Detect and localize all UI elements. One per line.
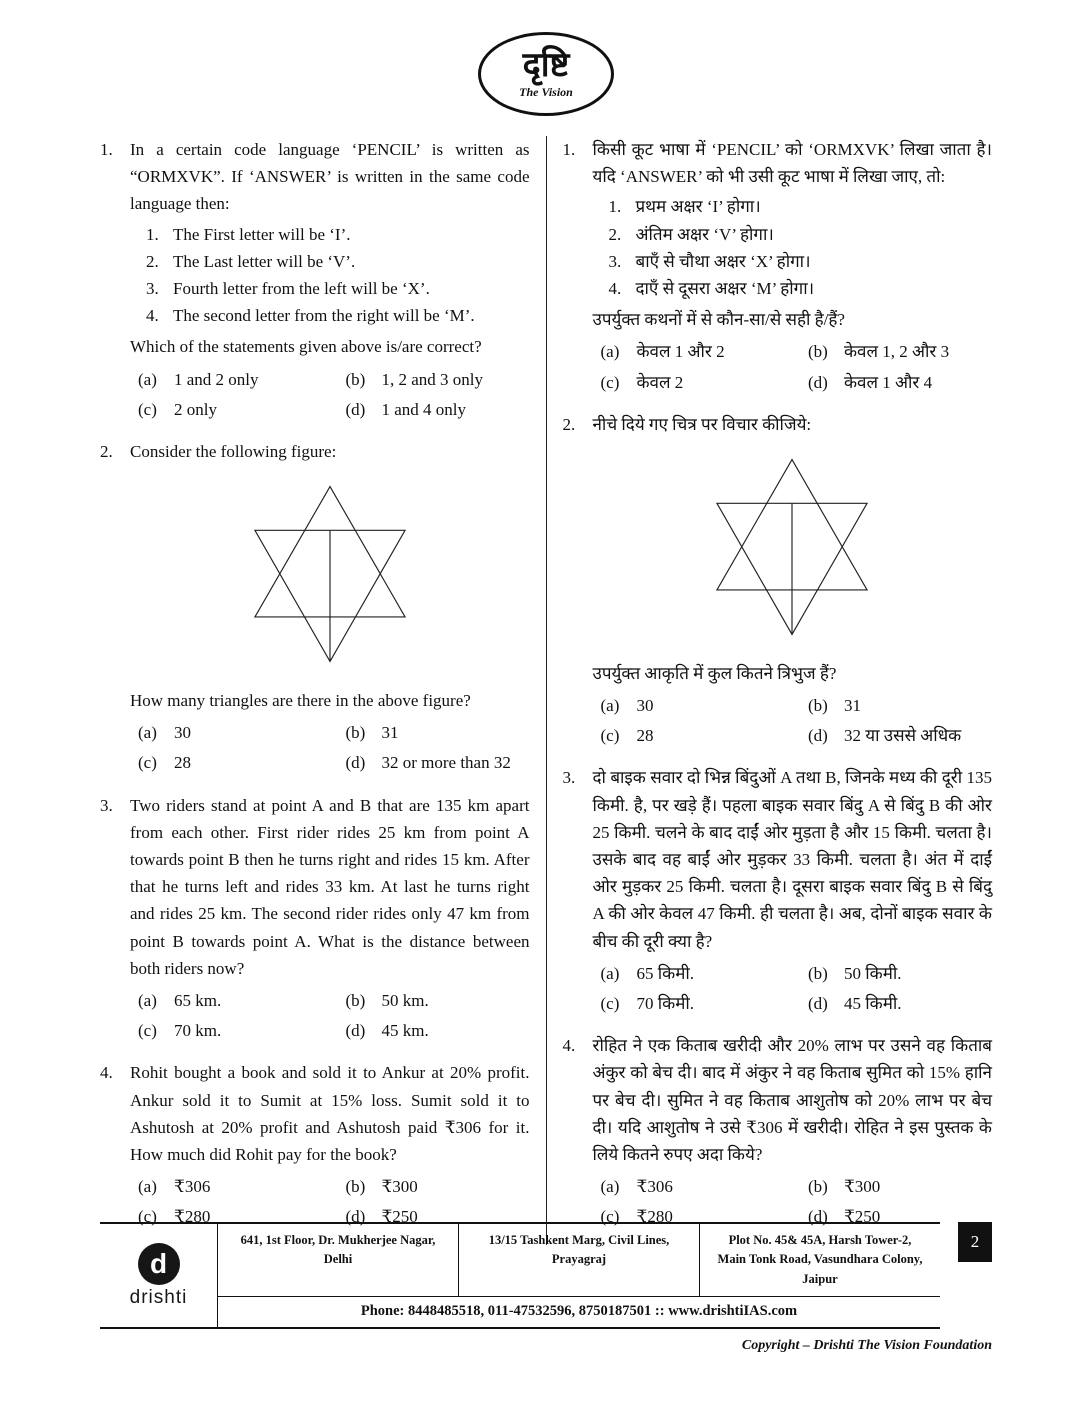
- statement-text: दाएँ से दूसरा अक्षर ‘M’ होगा।: [635, 278, 815, 298]
- address-line: Prayagraj: [551, 1252, 607, 1267]
- option-row: [138, 719, 530, 749]
- statement-3: [609, 248, 993, 275]
- option-row: [601, 369, 993, 399]
- option-row: [601, 338, 993, 368]
- option-text: 45 किमी.: [843, 993, 902, 1013]
- option-label: (c): [138, 399, 157, 419]
- option-text: 28: [636, 726, 654, 746]
- question-text: Consider the following figure:: [130, 441, 337, 461]
- option-group: [138, 366, 530, 426]
- two-column-layout: [100, 136, 992, 1245]
- address-line: 641, 1st Floor, Dr. Mukherjee Nagar,: [240, 1232, 436, 1247]
- option-text: 70 किमी.: [636, 993, 695, 1013]
- drishti-footer-logo: [100, 1224, 218, 1327]
- option-group: [138, 719, 530, 779]
- option-text: केवल 1 और 4: [843, 372, 933, 392]
- option-text: 1 and 2 only: [174, 369, 259, 389]
- option-row: [601, 990, 993, 1020]
- question-ask: Which of the statements given above is/are correct?: [130, 337, 482, 357]
- statement-2: [146, 248, 530, 275]
- option-text: 65 किमी.: [636, 963, 695, 983]
- option-row: [138, 366, 530, 396]
- statement-3: [146, 275, 530, 302]
- option-label: (c): [600, 372, 620, 392]
- option-a: [138, 1173, 345, 1200]
- question-number: 4.: [562, 1036, 576, 1056]
- address-line: 13/15 Tashkent Marg, Civil Lines,: [488, 1232, 670, 1247]
- option-label: (b): [807, 696, 828, 716]
- option-row: [601, 692, 993, 722]
- statement-list: [609, 193, 993, 302]
- option-text: 28: [174, 753, 191, 773]
- option-text: 70 km.: [174, 1021, 222, 1041]
- option-b: [808, 1173, 992, 1200]
- option-label: (c): [600, 993, 620, 1013]
- statement-number: 4.: [146, 306, 159, 326]
- footer-address-box: [100, 1222, 940, 1329]
- question-hi-4: [563, 1032, 993, 1233]
- option-label: (b): [807, 342, 828, 362]
- option-a: [138, 719, 345, 746]
- question-ask: उपर्युक्त कथनों में से कौन-सा/से सही है/हैं?: [592, 310, 845, 330]
- statement-1: [609, 193, 993, 220]
- option-c: [138, 396, 345, 423]
- option-label: (c): [138, 1207, 157, 1227]
- option-d: [808, 369, 992, 396]
- drishti-brand-name: drishti: [129, 1287, 188, 1309]
- statement-text: The First letter will be ‘I’.: [173, 224, 351, 244]
- question-en-3: [100, 792, 530, 1048]
- option-group: [601, 692, 993, 752]
- option-text: ₹300: [843, 1177, 881, 1197]
- question-body: [130, 1059, 530, 1233]
- question-body: [593, 1032, 993, 1233]
- drishti-vision-logo: [478, 32, 614, 116]
- option-row: [138, 1173, 530, 1203]
- question-text: किसी कूट भाषा में ‘PENCIL’ को ‘ORMXVK’ लिखा जाता है। यदि ‘ANSWER’ को भी उसी कूट भाषा में लिखा जाए, तो:: [592, 140, 992, 187]
- statement-text: The Last letter will be ‘V’.: [173, 251, 356, 271]
- option-label: (b): [345, 723, 366, 743]
- question-body: [593, 136, 993, 399]
- option-label: (b): [345, 1177, 366, 1197]
- option-label: (d): [807, 372, 828, 392]
- question-text: Two riders stand at point A and B that are 135 km apart from each other. First rider rides 25 km from point A towards point B then he turns right and rides 15 km. After that he turns left and rides 33 km. At last he turns right and rides 25 km. The second rider rides only 47 km from point B towards point A. What is the distance between both riders now?: [130, 795, 530, 978]
- option-text: 1, 2 and 3 only: [381, 369, 484, 389]
- figure-container: [130, 465, 530, 685]
- question-text: Rohit bought a book and sold it to Ankur at 20% profit. Ankur sold it to Sumit at 15% loss. Sumit sold it to Ashutosh at 20% profit and Ashutosh paid ₹306 for it. How much did Rohit pay for the book?: [130, 1063, 530, 1164]
- question-hi-1: [563, 136, 993, 399]
- statement-number: 4.: [608, 278, 622, 298]
- statement-list: [146, 221, 530, 330]
- question-body: [130, 136, 530, 426]
- copyright-line: Copyright – Drishti The Vision Foundation: [741, 1338, 992, 1353]
- option-label: (d): [345, 753, 366, 773]
- option-text: 30: [636, 696, 654, 716]
- footer-address-prayagraj: [458, 1224, 699, 1296]
- option-label: (b): [345, 369, 366, 389]
- option-row: [138, 1017, 530, 1047]
- question-text: In a certain code language ‘PENCIL’ is written as “ORMXVK”. If ‘ANSWER’ is written in the same code language then:: [130, 140, 530, 214]
- drishti-d-icon: d: [138, 1243, 180, 1285]
- option-d: [808, 722, 992, 749]
- option-text: 50 किमी.: [843, 963, 902, 983]
- statement-number: 2.: [608, 224, 622, 244]
- option-text: 32 or more than 32: [381, 753, 511, 773]
- question-number: 2.: [562, 414, 576, 434]
- option-text: 31: [381, 723, 399, 743]
- statement-4: [609, 275, 993, 302]
- statement-text: The second letter from the right will be ‘M’.: [173, 306, 475, 326]
- column-english: [100, 136, 546, 1245]
- question-hi-3: [563, 764, 993, 1020]
- option-row: [138, 987, 530, 1017]
- option-row: [138, 749, 530, 779]
- option-d: [345, 1017, 529, 1044]
- option-a: [601, 960, 808, 987]
- statement-text: Fourth letter from the left will be ‘X’.: [173, 278, 430, 298]
- footer-main: [218, 1224, 940, 1327]
- statement-number: 2.: [146, 251, 159, 271]
- option-label: (a): [138, 723, 157, 743]
- question-en-1: [100, 136, 530, 426]
- page-number-badge: 2: [958, 1222, 992, 1262]
- option-label: (a): [600, 696, 620, 716]
- question-en-4: [100, 1059, 530, 1233]
- option-row: [601, 1173, 993, 1203]
- statement-2: [609, 221, 993, 248]
- triangle-star-figure: [668, 448, 916, 646]
- footer-address-delhi: [218, 1224, 458, 1296]
- option-b: [345, 719, 529, 746]
- option-text: 45 km.: [381, 1021, 429, 1041]
- option-a: [138, 366, 345, 393]
- address-line: Main Tonk Road, Vasundhara Colony, Jaipur: [717, 1252, 923, 1286]
- figure-container: [593, 438, 993, 658]
- option-text: ₹280: [636, 1207, 673, 1227]
- question-number: 4.: [100, 1063, 113, 1083]
- option-text: 30: [174, 723, 191, 743]
- option-text: केवल 1 और 2: [636, 342, 725, 362]
- option-c: [601, 722, 808, 749]
- option-label: (c): [138, 1021, 157, 1041]
- header: [100, 32, 992, 116]
- option-text: ₹250: [381, 1207, 418, 1227]
- statement-number: 1.: [146, 224, 159, 244]
- option-text: 50 km.: [381, 990, 429, 1010]
- option-text: 65 km.: [174, 990, 222, 1010]
- option-text: ₹300: [381, 1177, 418, 1197]
- option-label: (c): [138, 753, 157, 773]
- question-number: 1.: [100, 140, 113, 159]
- footer-address-jaipur: [699, 1224, 940, 1296]
- option-label: (d): [807, 726, 828, 746]
- statement-text: बाएँ से चौथा अक्षर ‘X’ होगा।: [635, 251, 811, 271]
- option-text: ₹250: [843, 1207, 881, 1227]
- option-c: [138, 749, 345, 776]
- statement-text: अंतिम अक्षर ‘V’ होगा।: [635, 224, 774, 244]
- footer: [100, 1222, 992, 1354]
- question-hi-2: [563, 411, 993, 753]
- logo-text: दृष्टि: [522, 47, 570, 85]
- option-c: [601, 990, 808, 1017]
- question-body: [130, 792, 530, 1048]
- column-hindi: [547, 136, 993, 1245]
- footer-row: [100, 1222, 992, 1329]
- option-label: (d): [345, 399, 366, 419]
- triangle-star-figure: [206, 475, 454, 673]
- question-ask: उपर्युक्त आकृति में कुल कितने त्रिभुज हैं?: [592, 663, 837, 683]
- address-line: Delhi: [323, 1252, 353, 1267]
- option-text: ₹306: [174, 1177, 211, 1197]
- option-a: [601, 1173, 808, 1200]
- option-group: [601, 960, 993, 1020]
- option-row: [601, 722, 993, 752]
- option-label: (b): [345, 990, 366, 1010]
- option-text: केवल 1, 2 और 3: [843, 342, 950, 362]
- option-label: (c): [600, 1207, 620, 1227]
- option-group: [601, 338, 993, 398]
- option-label: (b): [807, 963, 828, 983]
- statement-number: 3.: [146, 278, 159, 298]
- question-number: 3.: [562, 768, 576, 788]
- statement-4: [146, 302, 530, 329]
- address-line: Plot No. 45& 45A, Harsh Tower-2,: [728, 1232, 912, 1247]
- option-label: (a): [138, 369, 157, 389]
- statement-number: 3.: [608, 251, 622, 271]
- option-b: [808, 692, 992, 719]
- option-label: (a): [138, 990, 157, 1010]
- option-group: [138, 987, 530, 1047]
- option-label: (d): [807, 993, 828, 1013]
- option-text: ₹306: [636, 1177, 673, 1197]
- option-b: [808, 960, 992, 987]
- question-text: रोहित ने एक किताब खरीदी और 20% लाभ पर उसने वह किताब अंकुर को बेच दी। बाद में अंकुर ने वह किताब सुमित को 15% हानि पर बेच दी। सुमित ने वह किताब आशुतोष को 20% लाभ पर बेच दी। यदि आशुतोष ने उसे ₹306 में खरीदी। रोहित ने इस पुस्तक के लिये कितने रुपए अदा किये?: [592, 1036, 992, 1164]
- option-text: 2 only: [174, 399, 217, 419]
- option-d: [808, 990, 992, 1017]
- question-number: 1.: [562, 140, 576, 159]
- option-a: [601, 338, 808, 365]
- option-label: (d): [345, 1021, 366, 1041]
- question-ask: How many triangles are there in the above figure?: [130, 691, 471, 711]
- question-text: दो बाइक सवार दो भिन्न बिंदुओं A तथा B, जिनके मध्य की दूरी 135 किमी. है, पर खड़े हैं। पहला बाइक सवार बिंदु A से बिंदु B की ओर 25 किमी. चलने के बाद दाईं ओर मुड़ता है और 15 किमी. चलता है। उसके बाद वह बाईं ओर मुड़कर 33 किमी. चलता है। अंत में दाईं ओर मुड़कर 25 किमी. चलता है। दूसरा बाइक सवार बिंदु B से बिंदु A की ओर केवल 47 किमी. ही चलता है। अब, दोनों बाइक सवार के बीच की दूरी क्या है?: [592, 768, 992, 951]
- option-b: [808, 338, 992, 365]
- option-text: 31: [843, 696, 861, 716]
- logo-subtitle: The Vision: [519, 84, 573, 99]
- option-label: (d): [345, 1207, 366, 1227]
- question-text: नीचे दिये गए चित्र पर विचार कीजिये:: [592, 414, 812, 434]
- option-row: [138, 396, 530, 426]
- option-b: [345, 366, 529, 393]
- footer-phone-line: Phone: 8448485518, 011-47532596, 8750187501 :: www.drishtiIAS.com: [218, 1296, 940, 1327]
- question-en-2: [100, 438, 530, 780]
- option-text: ₹280: [174, 1207, 211, 1227]
- option-label: (a): [600, 963, 620, 983]
- question-number: 2.: [100, 441, 113, 461]
- option-c: [138, 1017, 345, 1044]
- option-row: [601, 960, 993, 990]
- option-label: (a): [600, 342, 620, 362]
- option-b: [345, 987, 529, 1014]
- option-label: (a): [138, 1177, 157, 1197]
- option-b: [345, 1173, 529, 1200]
- statement-text: प्रथम अक्षर ‘I’ होगा।: [635, 197, 761, 217]
- question-number: 3.: [100, 795, 113, 815]
- option-c: [601, 369, 808, 396]
- option-text: 1 and 4 only: [381, 399, 467, 419]
- question-body: [593, 411, 993, 753]
- option-label: (c): [600, 726, 620, 746]
- option-a: [601, 692, 808, 719]
- address-row: [218, 1224, 940, 1296]
- option-label: (d): [807, 1207, 828, 1227]
- option-text: केवल 2: [636, 372, 684, 392]
- question-body: [130, 438, 530, 780]
- option-label: (a): [600, 1177, 620, 1197]
- option-text: 32 या उससे अधिक: [843, 726, 962, 746]
- statement-number: 1.: [608, 197, 622, 217]
- option-label: (b): [807, 1177, 828, 1197]
- option-a: [138, 987, 345, 1014]
- option-d: [345, 749, 529, 776]
- option-d: [345, 396, 529, 423]
- question-body: [593, 764, 993, 1020]
- statement-1: [146, 221, 530, 248]
